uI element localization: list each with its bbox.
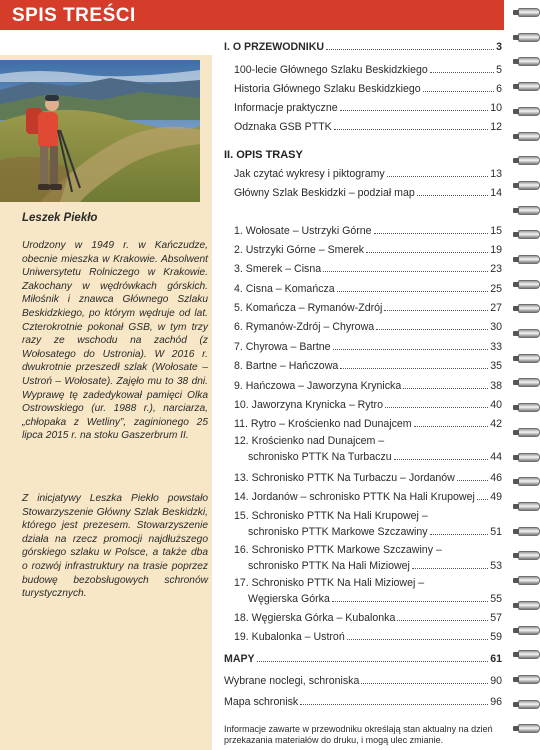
- binding-ring: [518, 230, 540, 239]
- page-title: SPIS TREŚCI: [12, 5, 136, 26]
- binding-ring: [518, 107, 540, 116]
- binding-ring: [518, 576, 540, 585]
- binding-ring: [518, 33, 540, 42]
- spiral-binding: [504, 0, 540, 750]
- toc-stage-5[interactable]: 5. Komańcza – Rymanów-Zdrój 27: [234, 302, 502, 314]
- binding-ring: [518, 453, 540, 462]
- toc-stage-10[interactable]: 10. Jaworzyna Krynicka – Rytro 40: [234, 399, 502, 411]
- binding-ring: [518, 156, 540, 165]
- toc-stage-19[interactable]: 19. Kubalonka – Ustroń 59: [234, 631, 502, 643]
- toc-item-100-lecie[interactable]: 100-lecie Głównego Szlaku Beskidzkiego 5: [234, 64, 502, 76]
- toc-stage-1[interactable]: 1. Wołosate – Ustrzyki Górne 15: [234, 225, 502, 237]
- author-bio: Urodzony w 1949 r. w Kańczudze, obecnie mieszka w Krakowie. Absolwent Uniwersytetu Rolniczego w Krakowie. Zakochany w wędrówkach górskich. Miłośnik i znawca Głównego Szlaku Beskidzkiego, po którym wędruje od lat. Czterokrotnie pokonał GSB, w tym trzy razy ze wschodu na zachód (z Wołosatego do Ustronia). W 2016 r. dwukrotnie przeszedł szlak (Wołosate – Ustroń – Wołosate). Zajęło mu to 38 dni. Wyprawę tę zadedykował pamięci Olka Ostrowskiego (ur. 1988 r.), narciarza, „chłopaka z Wetliny”, zaginionego 25 lipca 2015 r. na stoku Gaszerbrum II.: [22, 240, 208, 442]
- toc-stage-14[interactable]: 14. Jordanów – schronisko PTTK Na Hali Krupowej 49: [234, 491, 502, 503]
- toc-section-o-przewodniku[interactable]: I. O PRZEWODNIKU 3: [224, 41, 502, 53]
- binding-ring: [518, 601, 540, 610]
- binding-ring: [518, 477, 540, 486]
- binding-ring: [518, 527, 540, 536]
- toc-item-historia[interactable]: Historia Głównego Szlaku Beskidzkiego 6: [234, 83, 502, 95]
- binding-ring: [518, 378, 540, 387]
- toc-stage-6[interactable]: 6. Rymanów-Zdrój – Chyrowa 30: [234, 321, 502, 333]
- author-name: Leszek Piekło: [22, 212, 98, 224]
- toc-stage-13[interactable]: 13. Schronisko PTTK Na Turbaczu – Jordanów 46: [234, 472, 502, 484]
- toc-item-informacje[interactable]: Informacje praktyczne 10: [234, 102, 502, 114]
- toc-stage-18[interactable]: 18. Węgierska Górka – Kubalonka 57: [234, 612, 502, 624]
- binding-ring: [518, 502, 540, 511]
- toc-item-noclegi[interactable]: Wybrane noclegi, schroniska 90: [224, 675, 502, 687]
- toc-stage-15-line1[interactable]: 15. Schronisko PTTK Na Hali Krupowej –: [234, 510, 428, 522]
- toc-item-odznaka[interactable]: Odznaka GSB PTTK 12: [234, 121, 502, 133]
- toc-stage-2[interactable]: 2. Ustrzyki Górne – Smerek 19: [234, 244, 502, 256]
- binding-ring: [518, 255, 540, 264]
- toc-stage-4[interactable]: 4. Cisna – Komańcza 25: [234, 283, 502, 295]
- binding-ring: [518, 8, 540, 17]
- binding-ring: [518, 428, 540, 437]
- binding-ring: [518, 280, 540, 289]
- toc-stage-8[interactable]: 8. Bartne – Hańczowa 35: [234, 360, 502, 372]
- toc-stage-12-line1[interactable]: 12. Krościenko nad Dunajcem –: [234, 435, 385, 447]
- binding-ring: [518, 700, 540, 709]
- author-initiative: Z inicjatywy Leszka Piekło powstało Stowarzyszenie Główny Szlak Beskidzki, którego jest prezesem. Stowarzyszenie działa na rzecz promocji najdłuższego górskiego szlaku w Polsce, a także dba o rozwój infrastruktury na trasie poprzez budowę bezobsługowych schronów turystycznych.: [22, 493, 208, 600]
- binding-ring: [518, 675, 540, 684]
- binding-ring: [518, 551, 540, 560]
- toc-stage-9[interactable]: 9. Hańczowa – Jaworzyna Krynicka 38: [234, 380, 502, 392]
- toc-section-opis-trasy[interactable]: II. OPIS TRASY: [224, 149, 303, 161]
- toc-stage-15[interactable]: schronisko PTTK Markowe Szczawiny 51: [248, 526, 502, 538]
- toc-stage-12[interactable]: schronisko PTTK Na Turbaczu 44: [248, 451, 502, 463]
- binding-ring: [518, 181, 540, 190]
- binding-ring: [518, 57, 540, 66]
- binding-ring: [518, 650, 540, 659]
- toc-item-podzial-map[interactable]: Główny Szlak Beskidzki – podział map 14: [234, 187, 502, 199]
- binding-ring: [518, 304, 540, 313]
- footnote: Informacje zawarte w przewodniku określają stan aktualny na dzień przekazania materiałów do druku, i mogą ulec zmianie.: [224, 724, 493, 745]
- toc-section-mapy[interactable]: MAPY 61: [224, 653, 502, 665]
- header-bar: [0, 0, 505, 30]
- binding-ring: [518, 206, 540, 215]
- binding-ring: [518, 329, 540, 338]
- binding-ring: [518, 626, 540, 635]
- toc-item-mapa-schronisk[interactable]: Mapa schronisk 96: [224, 696, 502, 708]
- hiker-photo-illustration: [0, 60, 200, 202]
- binding-ring: [518, 403, 540, 412]
- toc-stage-17-line1[interactable]: 17. Schronisko PTTK Na Hali Miziowej –: [234, 577, 425, 589]
- toc-stage-16-line1[interactable]: 16. Schronisko PTTK Markowe Szczawiny –: [234, 544, 442, 556]
- binding-ring: [518, 354, 540, 363]
- toc-stage-16[interactable]: schronisko PTTK Na Hali Miziowej 53: [248, 560, 502, 572]
- binding-ring: [518, 724, 540, 733]
- binding-ring: [518, 132, 540, 141]
- toc-stage-17[interactable]: Węgierska Górka 55: [248, 593, 502, 605]
- toc-item-wykresy[interactable]: Jak czytać wykresy i piktogramy 13: [234, 168, 502, 180]
- toc-stage-7[interactable]: 7. Chyrowa – Bartne 33: [234, 341, 502, 353]
- toc-stage-3[interactable]: 3. Smerek – Cisna 23: [234, 263, 502, 275]
- hiker-photo: [0, 60, 200, 202]
- toc-stage-11[interactable]: 11. Rytro – Krościenko nad Dunajcem 42: [234, 418, 502, 430]
- binding-ring: [518, 82, 540, 91]
